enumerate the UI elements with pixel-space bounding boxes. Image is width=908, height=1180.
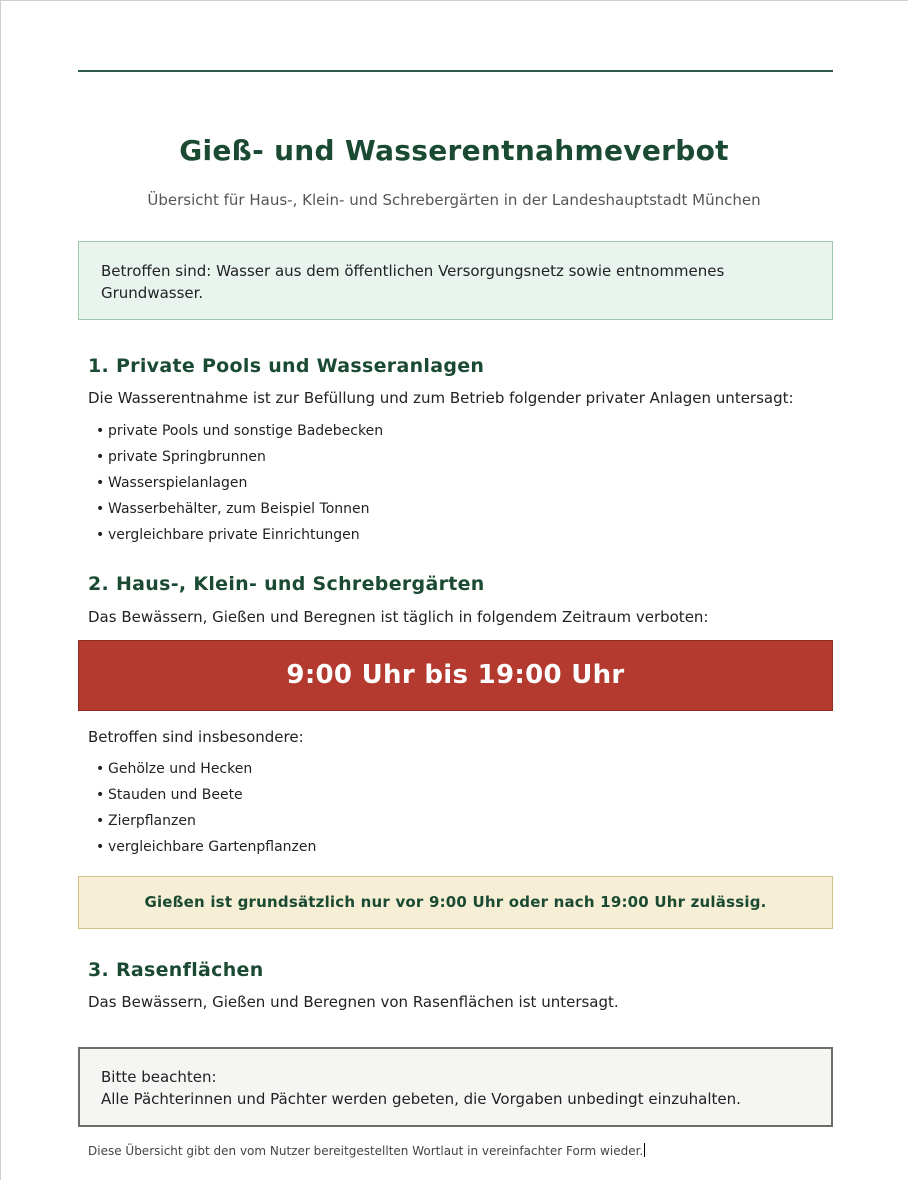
section-1-list xyxy=(96,418,383,548)
section-2-heading: 2. Haus-, Klein- und Schrebergärten xyxy=(88,573,485,595)
list-item: • Stauden und Beete xyxy=(96,782,316,808)
list-item: • Wasserbehälter, zum Beispiel Tonnen xyxy=(96,496,383,522)
list-item: • Gehölze und Hecken xyxy=(96,756,316,782)
footer-note xyxy=(88,1143,645,1158)
bullet-icon: • xyxy=(96,423,105,439)
section-2-intro: Das Bewässern, Gießen und Beregnen ist täglich in folgendem Zeitraum verboten: xyxy=(88,608,709,626)
section-3-heading: 3. Rasenflächen xyxy=(88,959,264,981)
time-range-banner: 9:00 Uhr bis 19:00 Uhr xyxy=(78,640,833,711)
list-item: • private Springbrunnen xyxy=(96,444,383,470)
bullet-icon: • xyxy=(96,527,105,543)
bullet-icon: • xyxy=(96,761,105,777)
bullet-icon: • xyxy=(96,813,105,829)
section-1-intro: Die Wasserentnahme ist zur Befüllung und zum Betrieb folgender privater Anlagen untersagt: xyxy=(88,389,794,407)
text-cursor xyxy=(644,1143,645,1157)
list-item: • private Pools und sonstige Badebecken xyxy=(96,418,383,444)
bullet-icon: • xyxy=(96,501,105,517)
note-title: Bitte beachten: xyxy=(101,1068,217,1086)
list-item: • vergleichbare Gartenpflanzen xyxy=(96,834,316,860)
list-item: • vergleichbare private Einrichtungen xyxy=(96,522,383,548)
page-subtitle: Übersicht für Haus-, Klein- und Schrebergärten in der Landeshauptstadt München xyxy=(147,191,761,209)
note-box xyxy=(78,1047,833,1127)
bullet-icon: • xyxy=(96,787,105,803)
section-1-heading: 1. Private Pools und Wasseranlagen xyxy=(88,355,485,377)
top-divider xyxy=(78,70,833,72)
section-3-text: Das Bewässern, Gießen und Beregnen von Rasenflächen ist untersagt. xyxy=(88,993,619,1011)
section-2-list xyxy=(96,756,316,860)
affected-label: Betroffen sind insbesondere: xyxy=(88,728,304,746)
scope-info-box xyxy=(78,241,833,320)
note-text: Alle Pächterinnen und Pächter werden gebeten, die Vorgaben unbedingt einzuhalten. xyxy=(101,1090,741,1108)
list-item: • Wasserspielanlagen xyxy=(96,470,383,496)
watering-rule-box: Gießen ist grundsätzlich nur vor 9:00 Uhr oder nach 19:00 Uhr zulässig. xyxy=(78,876,833,929)
bullet-icon: • xyxy=(96,839,105,855)
list-item: • Zierpflanzen xyxy=(96,808,316,834)
footer-text: Diese Übersicht gibt den vom Nutzer bereitgestellten Wortlaut in vereinfachter Form wieder. xyxy=(88,1144,644,1158)
scope-info-text: Betroffen sind: Wasser aus dem öffentlichen Versorgungsnetz sowie entnommenes Grundwasser. xyxy=(101,262,725,302)
bullet-icon: • xyxy=(96,449,105,465)
page-title: Gieß- und Wasserentnahmeverbot xyxy=(179,134,729,167)
bullet-icon: • xyxy=(96,475,105,491)
